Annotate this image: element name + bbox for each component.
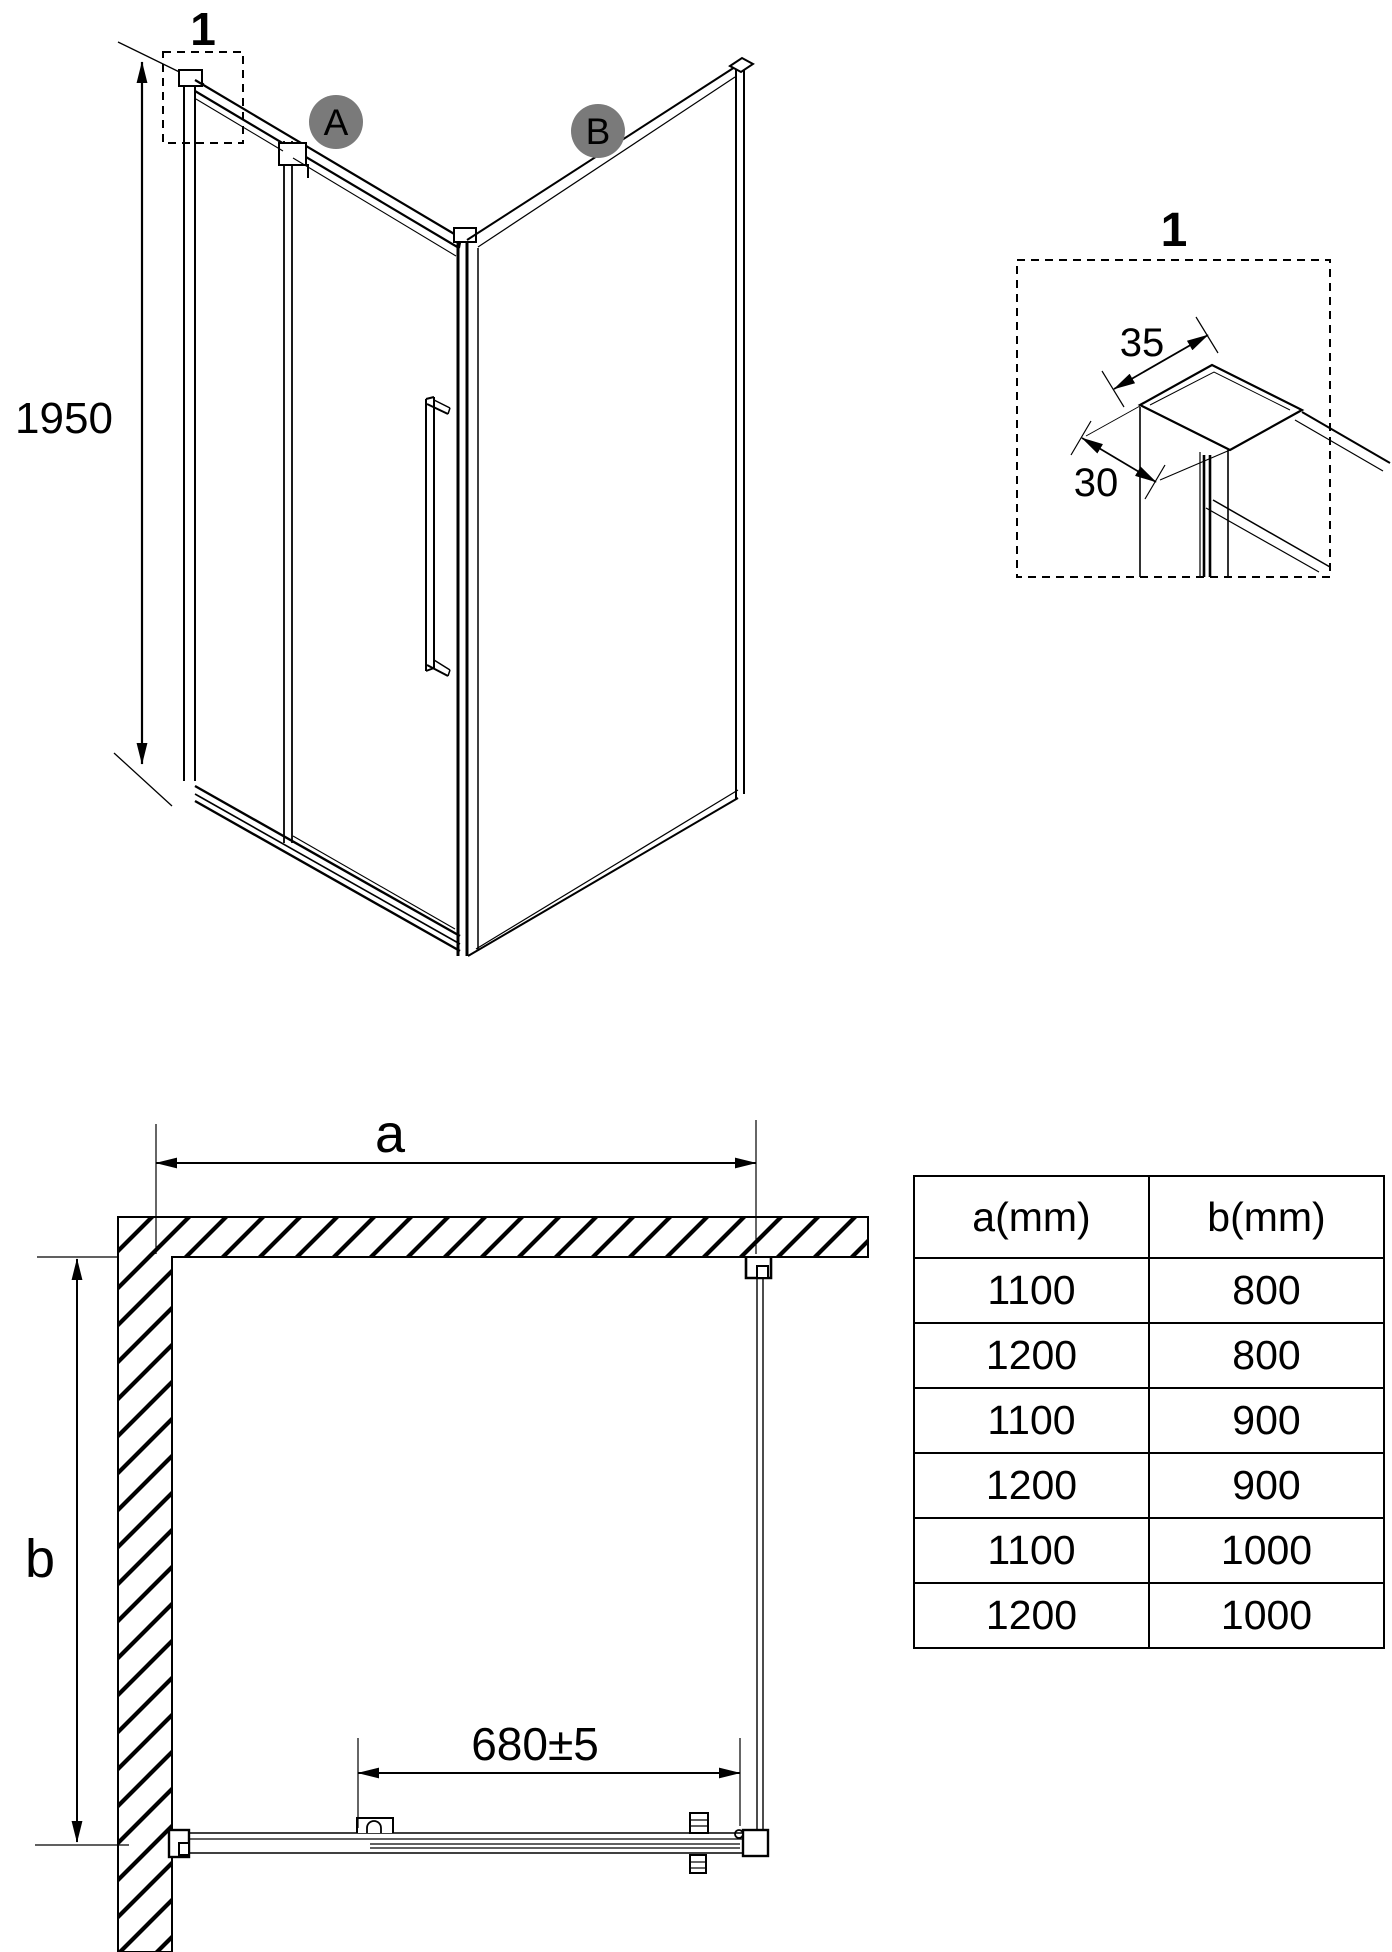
table-cell: 1100 bbox=[914, 1258, 1149, 1323]
dim-door-opening bbox=[358, 1718, 740, 1828]
extension-line bbox=[1071, 421, 1091, 455]
detail-title: 1 bbox=[1160, 204, 1188, 257]
bracket-notch bbox=[757, 1266, 768, 1278]
size-table bbox=[913, 1175, 1385, 1649]
dim-b-label: b bbox=[24, 1529, 56, 1589]
door-guide-arch bbox=[367, 1821, 381, 1833]
table-cell: 1000 bbox=[1149, 1583, 1384, 1648]
bottom-rail bbox=[195, 786, 460, 951]
dim-b bbox=[25, 1257, 129, 1845]
table-cell: 1100 bbox=[914, 1388, 1149, 1453]
plan-handle-inner bbox=[690, 1855, 706, 1873]
detail-view bbox=[1017, 204, 1390, 577]
table-row bbox=[914, 1453, 1384, 1518]
door-handle bbox=[426, 397, 450, 676]
size-table-body bbox=[914, 1258, 1384, 1648]
track-bracket-notch bbox=[179, 1843, 189, 1855]
extension-line bbox=[1160, 450, 1230, 480]
table-cell: 800 bbox=[1149, 1258, 1384, 1323]
table-row bbox=[914, 1258, 1384, 1323]
table-header-a: a(mm) bbox=[914, 1176, 1149, 1258]
corner-post-cap bbox=[454, 228, 476, 242]
table-cell: 800 bbox=[1149, 1323, 1384, 1388]
profile-top-cap bbox=[179, 70, 202, 86]
corner-pin bbox=[735, 1830, 743, 1838]
table-cell: 1200 bbox=[914, 1453, 1149, 1518]
post-bracket bbox=[279, 143, 306, 165]
dim-30-label: 30 bbox=[1073, 461, 1119, 505]
callout-dashed-box bbox=[163, 52, 243, 143]
isometric-view bbox=[15, 3, 753, 956]
bracket-hook bbox=[297, 165, 308, 178]
panel-b-badge bbox=[571, 104, 625, 158]
table-cell: 900 bbox=[1149, 1388, 1384, 1453]
height-dimension-label: 1950 bbox=[15, 394, 113, 443]
extension-line bbox=[1102, 371, 1124, 407]
plan-handle-outer bbox=[690, 1813, 708, 1833]
table-header-b: b(mm) bbox=[1149, 1176, 1384, 1258]
table-row bbox=[914, 1583, 1384, 1648]
dim-door-opening-label: 680±5 bbox=[471, 1718, 599, 1770]
panel-a-badge bbox=[309, 95, 363, 149]
table-cell: 1200 bbox=[914, 1583, 1149, 1648]
table-row bbox=[914, 1388, 1384, 1453]
dim-a-label: a bbox=[374, 1104, 406, 1164]
panel-b-label: B bbox=[585, 111, 611, 152]
corner-block bbox=[743, 1830, 768, 1856]
door-post bbox=[279, 141, 308, 843]
callout-number-label: 1 bbox=[190, 3, 216, 55]
table-row bbox=[914, 1518, 1384, 1583]
side-panel bbox=[467, 58, 753, 956]
dim-35-label: 35 bbox=[1119, 321, 1165, 365]
side-panel-top-cap bbox=[730, 58, 753, 72]
height-dimension bbox=[15, 42, 204, 806]
profile-cap-plate bbox=[1140, 365, 1302, 450]
corner-post bbox=[454, 228, 478, 956]
panel-a-label: A bbox=[323, 102, 349, 143]
table-cell: 1100 bbox=[914, 1518, 1149, 1583]
plan-bottom-track bbox=[169, 1813, 743, 1873]
size-table-grid bbox=[913, 1175, 1385, 1649]
table-header-row bbox=[914, 1176, 1384, 1258]
wall-profile bbox=[179, 70, 202, 781]
plan-view bbox=[25, 1104, 868, 1952]
table-cell: 900 bbox=[1149, 1453, 1384, 1518]
table-cell: 1200 bbox=[914, 1323, 1149, 1388]
table-cell: 1000 bbox=[1149, 1518, 1384, 1583]
extension-line bbox=[1086, 406, 1140, 436]
table-row bbox=[914, 1323, 1384, 1388]
